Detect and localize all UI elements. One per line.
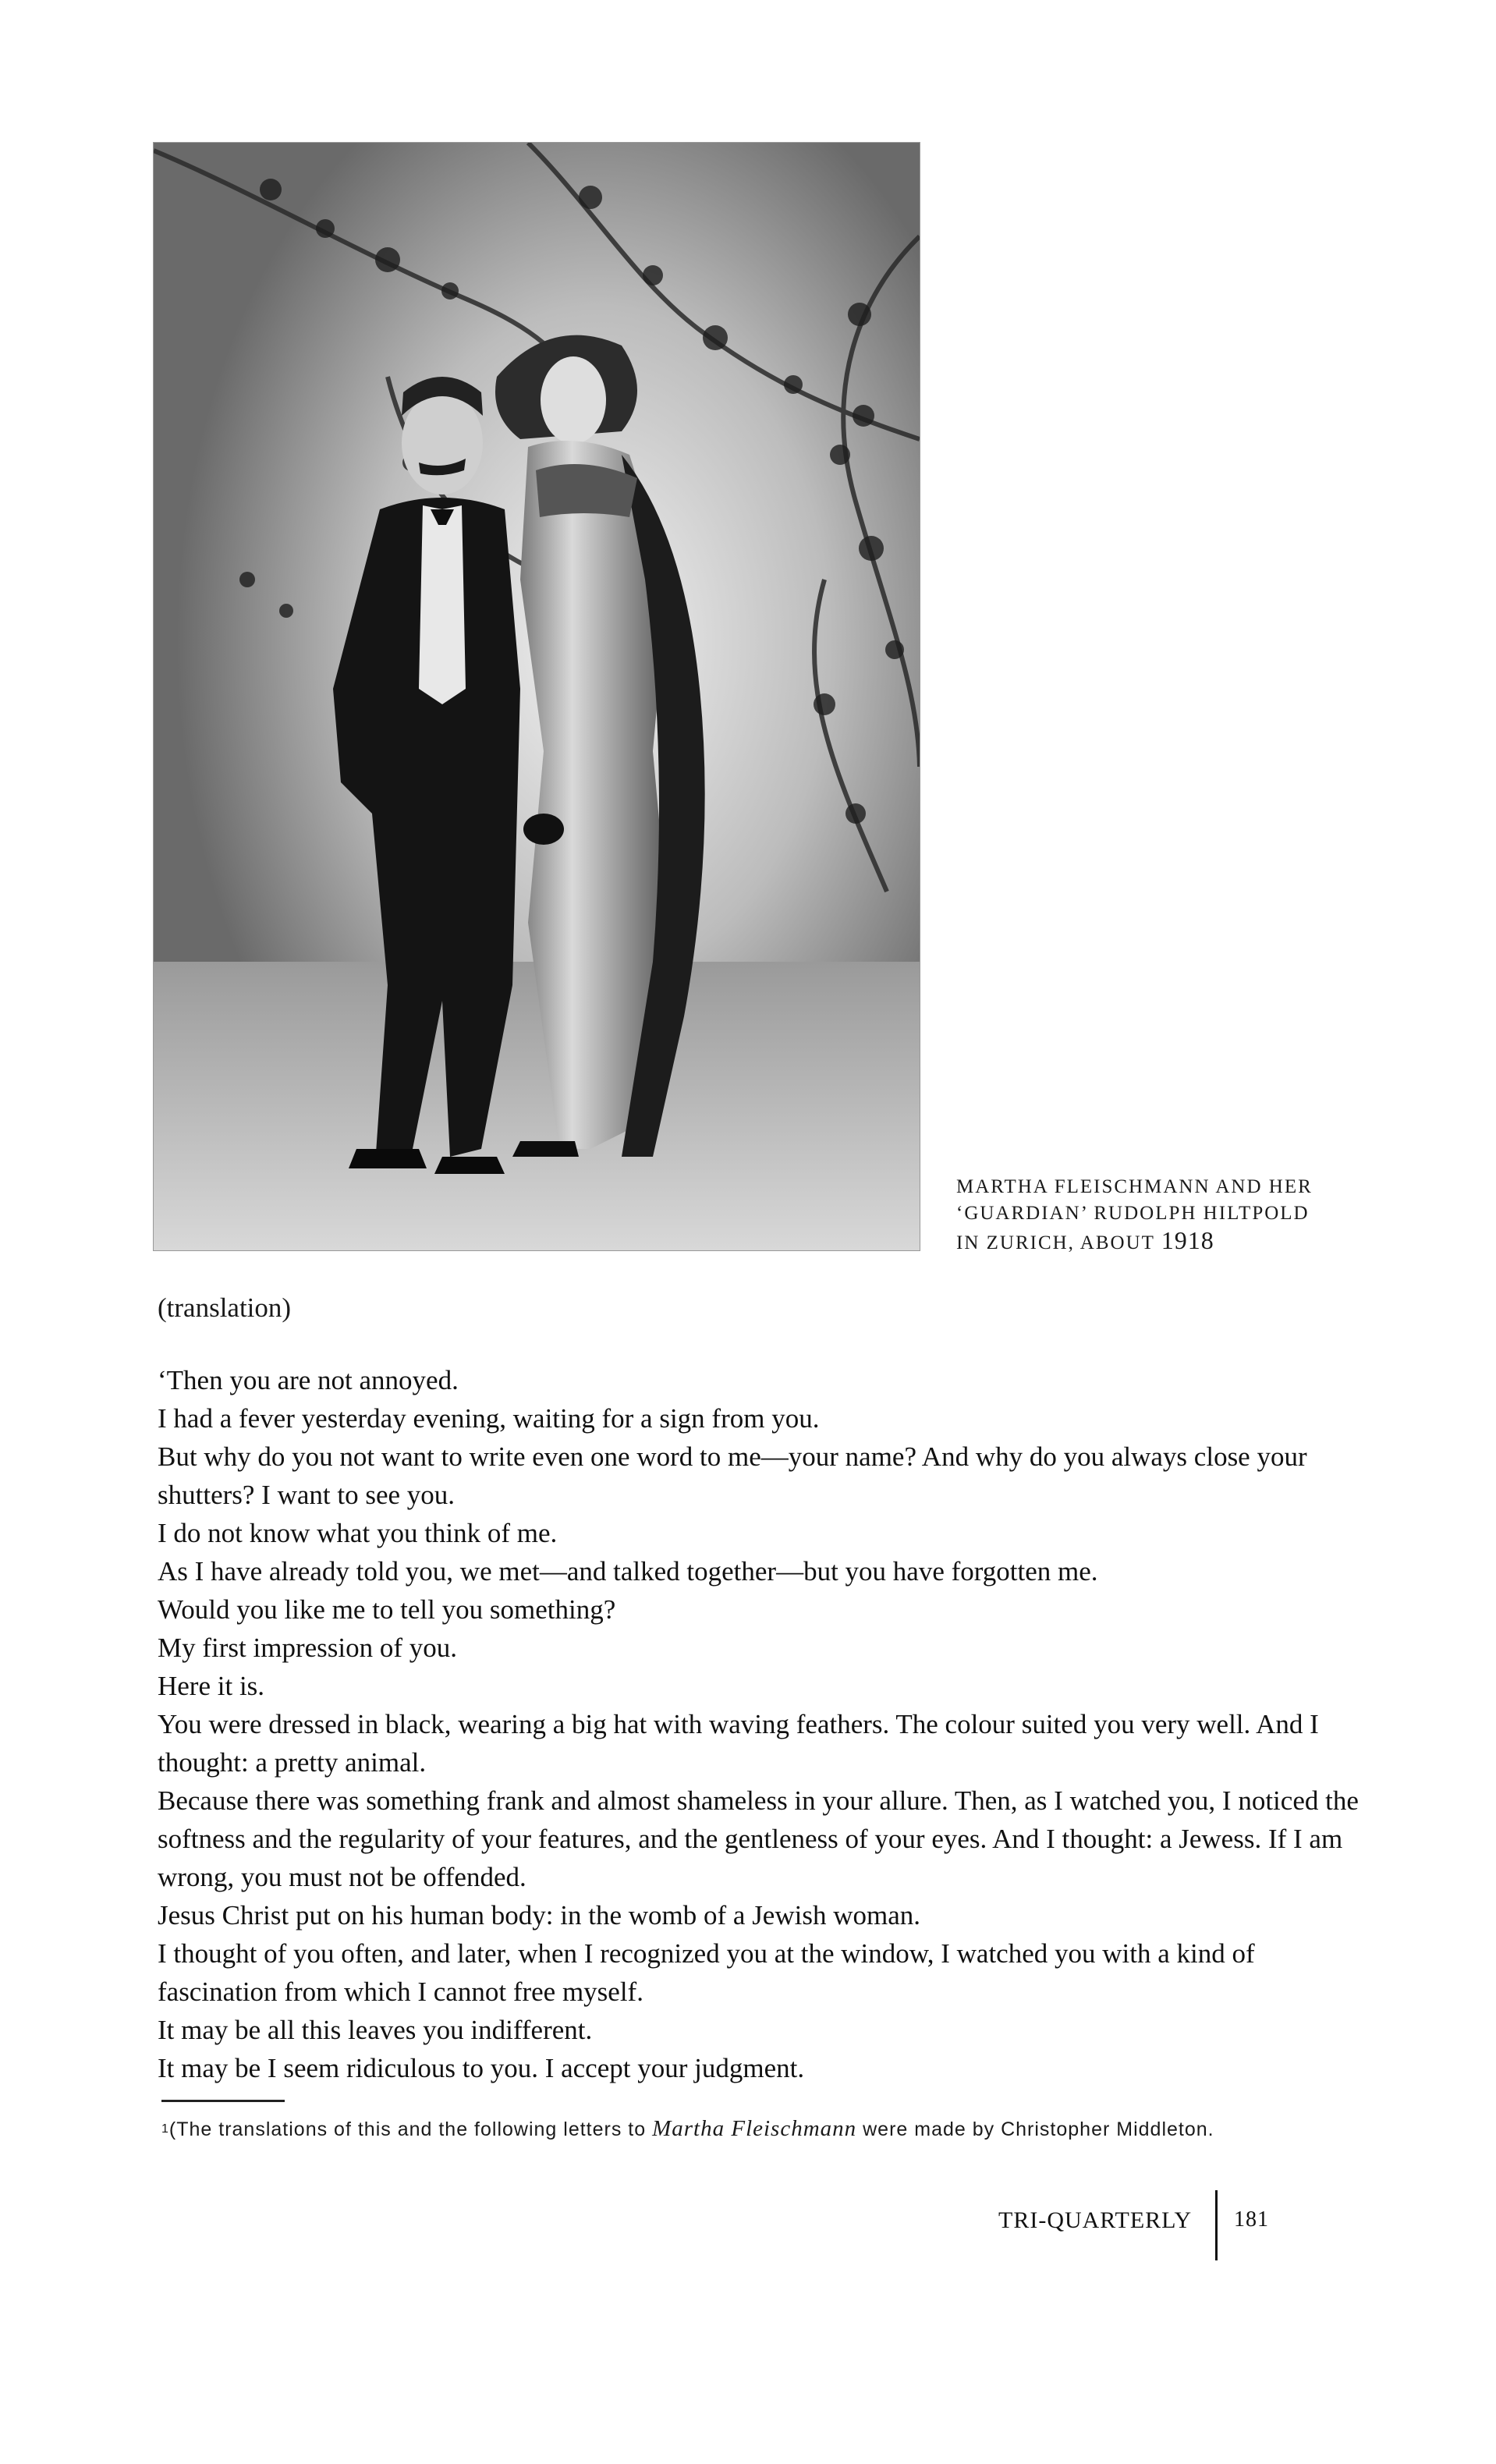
letter-line: Because there was something frank and almost shameless in your allure. Then, as I watched you, I noticed the softness and the regularity of your features, and the gentleness of your eyes. And I thought: a Jewess. If I am wrong, you must not be offended. xyxy=(158,1785,1359,1892)
footnote-text-after: were made by Christopher Middleton. xyxy=(863,2118,1214,2140)
footnote-text-before: (The translations of this and the following letters to xyxy=(168,2118,647,2140)
letter-line: Here it is. xyxy=(158,1671,265,1701)
journal-name: TRI-QUARTERLY xyxy=(998,2207,1193,2233)
translation-label: (translation) xyxy=(158,1292,292,1323)
photograph-image xyxy=(154,143,920,1250)
photograph xyxy=(153,142,920,1251)
letter-line: I thought of you often, and later, when I recognized you at the window, I watched you with a kind of fascination from which I cannot free myself. xyxy=(158,1938,1255,2007)
caption-line-1: MARTHA FLEISCHMANN AND HER xyxy=(956,1176,1313,1197)
folio-divider xyxy=(1215,2190,1218,2260)
caption-year: 1918 xyxy=(1161,1226,1214,1254)
letter-line: You were dressed in black, wearing a big hat with waving feathers. The colour suited you very well. And I thought: a pretty animal. xyxy=(158,1709,1319,1778)
letter-line: As I have already told you, we met—and talked together—but you have forgotten me. xyxy=(158,1556,1098,1587)
letter-line: But why do you not want to write even one word to me—your name? And why do you always close your shutters? I want to see you. xyxy=(158,1441,1307,1510)
letter-line: I had a fever yesterday evening, waiting for a sign from you. xyxy=(158,1403,820,1434)
footnote-italic-name: Martha Fleischmann xyxy=(652,2116,857,2141)
letter-line: Jesus Christ put on his human body: in the womb of a Jewish woman. xyxy=(158,1900,921,1930)
letter-line: I do not know what you think of me. xyxy=(158,1518,558,1548)
caption-line-2: ‘GUARDIAN’ RUDOLPH HILTPOLD xyxy=(956,1203,1310,1224)
letter-line: My first impression of you. xyxy=(158,1633,458,1663)
letter-line: It may be I seem ridiculous to you. I accept your judgment. xyxy=(158,2053,805,2083)
footnote-divider xyxy=(161,2100,285,2102)
footnote-marker: 1 xyxy=(161,2122,169,2136)
letter-text xyxy=(158,1361,1359,2087)
caption-line-3-text: IN ZURICH, ABOUT xyxy=(956,1232,1155,1253)
caption-line-3 xyxy=(956,1227,1424,1257)
photo-caption xyxy=(956,1174,1424,1257)
letter-line: Would you like me to tell you something? xyxy=(158,1594,616,1625)
letter-line: ‘Then you are not annoyed. xyxy=(158,1365,459,1395)
letter-line: It may be all this leaves you indifferent. xyxy=(158,2015,593,2045)
page-number: 181 xyxy=(1234,2207,1269,2232)
footnote xyxy=(161,2116,1355,2143)
